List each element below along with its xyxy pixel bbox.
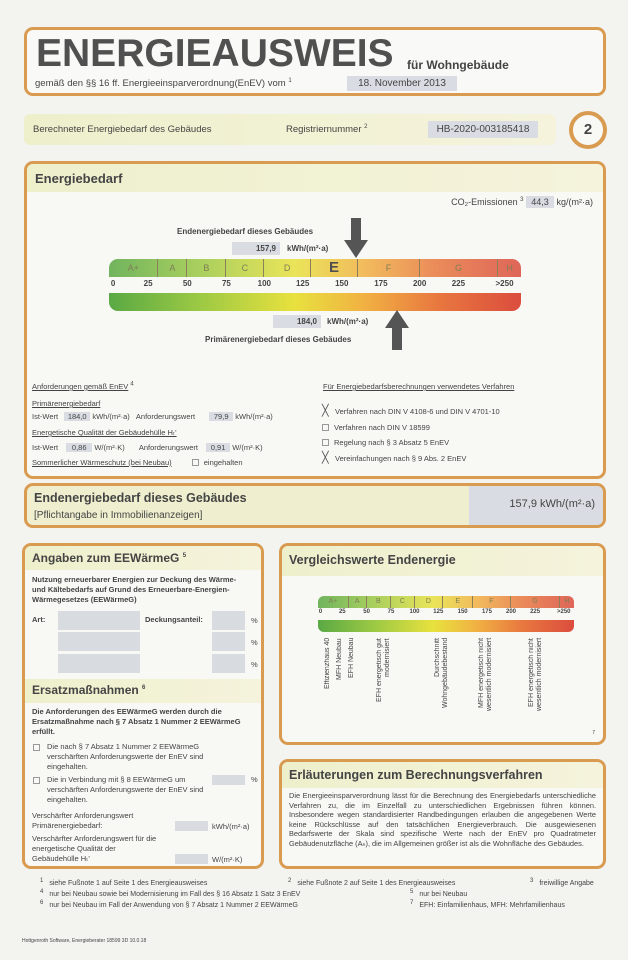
method-item xyxy=(322,423,430,433)
checked-box-icon[interactable]: ╳ xyxy=(322,405,329,417)
summer-row xyxy=(32,458,243,467)
energy-class-B: B xyxy=(187,259,226,277)
comparison-ticks xyxy=(318,609,574,619)
footnote xyxy=(40,890,300,899)
energy-class-F: F xyxy=(358,259,419,277)
scale-ticks xyxy=(109,279,521,291)
scale-tick: 200 xyxy=(412,279,427,288)
scale-tick: 125 xyxy=(433,609,444,615)
software-credit: Hottgenroth Software, Energieberater 18599 3D 10.0.18 xyxy=(22,938,147,944)
huelle-heading: Energetische Qualität der Gebäudehülle Hₜ' xyxy=(32,428,177,437)
req2-label: Verschärfter Anforderungswert für die energetische Qualität der Gebäudehülle Hₜ' xyxy=(32,834,157,863)
comparison-label: Effizienzhaus 40 xyxy=(324,638,331,690)
method-label: Verfahren nach DIN V 4108-6 und DIN V 4701-10 xyxy=(335,407,500,416)
scale-tick: 25 xyxy=(143,279,153,288)
unit: W/(m²·K) xyxy=(232,443,263,452)
scale-tick: 25 xyxy=(338,609,346,615)
energy-class-C: C xyxy=(391,596,415,608)
scale-tick: 100 xyxy=(409,609,420,615)
section-header xyxy=(27,164,603,192)
comparison-scale xyxy=(318,596,574,632)
primary-energy-arrow-icon xyxy=(385,310,409,350)
energy-class-E: E xyxy=(443,596,472,608)
co2-label: CO₂-Emissionen xyxy=(451,197,518,207)
footnote-number: 5 xyxy=(410,888,414,895)
footnote-number: 3 xyxy=(530,877,534,884)
scale-tick: >250 xyxy=(495,279,514,288)
summer-check-label: eingehalten xyxy=(203,458,243,467)
vergleich-header xyxy=(282,546,603,576)
comparison-label: Durchschnitt Wohngebäudebestand xyxy=(434,638,449,709)
co2-unit: kg/(m²·a) xyxy=(556,197,593,207)
end-box-title: Endenergiebedarf dieses Gebäudes xyxy=(34,491,247,505)
unchecked-box-icon[interactable] xyxy=(322,424,329,431)
unit: kWh/(m²·a) xyxy=(92,412,130,421)
energy-class-B: B xyxy=(367,596,391,608)
deckung-field-1[interactable] xyxy=(212,611,245,630)
footnote-number: 2 xyxy=(288,877,292,884)
footnote-text: siehe Fußnote 2 auf Seite 1 des Energieausweises xyxy=(297,880,456,887)
ist-label: Ist-Wert xyxy=(32,443,59,452)
scale-tick: 75 xyxy=(387,609,395,615)
unit: W/(m²·K) xyxy=(212,855,243,864)
energy-scale xyxy=(109,259,521,311)
comparison-label: EFH energetisch gut modernisiert xyxy=(376,638,391,702)
document-title: ENERGIEAUSWEIS xyxy=(36,32,394,75)
end-box-value: 157,9 kWh/(m²·a) xyxy=(469,486,603,525)
unchecked-box-icon[interactable] xyxy=(322,439,329,446)
scale-tick: 0 xyxy=(318,609,323,615)
energy-class-D: D xyxy=(415,596,444,608)
footnote-text: EFH: Einfamilienhaus, MFH: Mehrfamilienhaus xyxy=(419,902,565,909)
footnote-text: nur bei Neubau xyxy=(419,891,468,898)
scale-tick: 150 xyxy=(335,279,349,288)
method-label: Vereinfachungen nach § 9 Abs. 2 EnEV xyxy=(335,453,467,463)
ersatz-intro: Die Anforderungen des EEWärmeG werden durch die Ersatzmaßnahme nach § 7 Absatz 1 Nummer 2 EEWärmeG erfüllt. xyxy=(32,707,241,736)
footnote xyxy=(288,879,455,888)
ist-label: Ist-Wert xyxy=(32,412,59,421)
footnote-number: 6 xyxy=(40,899,44,906)
deckung-label: Deckungsanteil: xyxy=(145,615,203,624)
scale-tick: 50 xyxy=(182,279,192,288)
registration-number: HB-2020-003185418 xyxy=(428,121,538,138)
footnote xyxy=(40,901,298,910)
art-field-3[interactable] xyxy=(58,654,140,673)
ist-huelle-value: 0,86 xyxy=(66,443,92,452)
footnote-text: nur bei Neubau im Fall der Anwendung von § 7 Absatz 1 Nummer 2 EEWärmeG xyxy=(49,902,298,909)
footnote-ref: 6 xyxy=(142,685,146,691)
footnote-text: nur bei Neubau sowie bei Modernisierung im Fall des § 16 Absatz 1 Satz 3 EnEV xyxy=(49,891,301,898)
comparison-label: EFH Neubau xyxy=(348,638,355,679)
scale-tick: 175 xyxy=(481,609,492,615)
comparison-label: EFH energetisch nicht wesentlich modernisiert xyxy=(528,638,543,712)
scale-tick: 175 xyxy=(374,279,388,288)
art-label: Art: xyxy=(32,615,46,624)
eewaerme-box xyxy=(22,543,264,869)
scale-tick: 125 xyxy=(295,279,310,288)
deckung-field-3[interactable] xyxy=(212,654,245,673)
ersatz-option-2b: verschärften Anforderungswerte der EnEV sind eingehalten. xyxy=(47,785,204,804)
end-box-subtitle: [Pflichtangabe in Immobilienanzeigen] xyxy=(34,510,203,521)
requirements-title-text: Anforderungen gemäß EnEV xyxy=(32,382,129,391)
scale-tick: 50 xyxy=(363,609,370,615)
scale-tick: 225 xyxy=(451,279,466,288)
comparison-class-bar xyxy=(318,596,574,608)
scale-tick: 200 xyxy=(506,609,517,615)
ersatz-option-1: Die nach § 7 Absatz 1 Nummer 2 EEWärmeG verschärften Anforderungswerte der EnEV sind eingehalten. xyxy=(47,742,204,771)
primary-values-row xyxy=(32,412,273,421)
method-label: Regelung nach § 3 Absatz 5 EnEV xyxy=(334,438,450,447)
summer-label: Sommerlicher Wärmeschutz (bei Neubau) xyxy=(32,458,172,467)
footnote-number: 1 xyxy=(40,877,44,884)
class-bar xyxy=(109,259,521,277)
ersatz-option-2-checkbox[interactable] xyxy=(33,777,40,784)
eewaerme-intro: Nutzung erneuerbarer Energien zur Deckung des Wärme-und Kältebedarfs auf Grund des Erneuerbare-Energien-Wärmegesetzes (EEWärmeG) xyxy=(32,575,237,604)
method-label: Verfahren nach DIN V 18599 xyxy=(334,422,430,432)
info-label: Berechneter Energiebedarf des Gebäudes xyxy=(33,124,212,135)
page-number-badge: 2 xyxy=(569,111,607,149)
footnote-number: 7 xyxy=(410,899,414,906)
gradient-bar xyxy=(109,293,521,311)
huelle-values-row xyxy=(32,443,263,452)
footnote xyxy=(530,879,594,888)
unit: kWh/(m²·a) xyxy=(235,412,273,421)
energy-class-Aplus: A+ xyxy=(318,596,349,608)
eewaerme-title-text: Angaben zum EEWärmeG xyxy=(32,551,180,565)
eewaerme-title xyxy=(32,551,186,565)
footnote-ref: 7 xyxy=(592,730,595,736)
scale-tick: 100 xyxy=(257,279,271,288)
footnote xyxy=(410,901,565,910)
end-energy-unit: kWh/(m²·a) xyxy=(287,244,329,253)
art-field-1[interactable] xyxy=(58,611,140,630)
footnote-ref: 1 xyxy=(288,77,292,84)
ersatz-option-2a: Die in Verbindung mit § 8 EEWärmeG um xyxy=(47,775,186,784)
primary-energy-label: Primärenergiebedarf dieses Gebäudes xyxy=(205,335,352,344)
footnote xyxy=(40,879,207,888)
erlaeuterung-title: Erläuterungen zum Berechnungsverfahren xyxy=(289,768,543,782)
energy-class-F: F xyxy=(473,596,511,608)
scale-tick: 150 xyxy=(457,609,468,615)
footnote-ref: 3 xyxy=(520,197,524,203)
primary-heading: Primärenergiebedarf xyxy=(32,399,101,408)
energy-class-E: E xyxy=(311,259,358,277)
checked-box-icon[interactable]: ╳ xyxy=(322,451,329,464)
energy-class-Aplus: A+ xyxy=(109,259,158,277)
percent: % xyxy=(251,775,258,784)
footnote-ref: 5 xyxy=(182,553,187,559)
footnote-text: freiwillige Angabe xyxy=(539,880,594,887)
unit: kWh/(m²·a) xyxy=(212,822,250,831)
anf-primary-value: 79,9 xyxy=(209,412,233,421)
legal-text: gemäß den §§ 16 ff. Energieeinsparverordnung(EnEV) vom xyxy=(35,78,286,89)
end-energy-value: 157,9 xyxy=(232,242,280,255)
info-bar xyxy=(24,114,556,145)
section-title: Energiebedarf xyxy=(35,171,123,186)
erlaeuterung-box xyxy=(279,759,606,869)
energy-class-A: A xyxy=(158,259,187,277)
req1-label: Verschärfter Anforderungswert Primärenergiebedarf: xyxy=(32,811,134,830)
scale-tick: >250 xyxy=(556,609,571,615)
vergleich-title: Vergleichswerte Endenergie xyxy=(289,553,456,567)
eewaerme-header xyxy=(25,546,261,570)
end-energy-box xyxy=(24,483,606,528)
ist-primary-value: 184,0 xyxy=(64,412,90,421)
anf-huelle-value: 0,91 xyxy=(206,443,230,452)
energy-class-C: C xyxy=(226,259,264,277)
footnote-ref: 4 xyxy=(130,381,134,388)
footnote-text: siehe Fußnote 1 auf Seite 1 des Energieausweises xyxy=(49,880,208,887)
end-energy-label: Endenergiebedarf dieses Gebäudes xyxy=(177,227,314,236)
requirements-title xyxy=(32,382,134,391)
header-box xyxy=(24,27,606,96)
art-field-2[interactable] xyxy=(58,632,140,651)
co2-emissions xyxy=(451,196,593,208)
end-energy-arrow-icon xyxy=(344,218,368,258)
deckung-field-2[interactable] xyxy=(212,632,245,651)
primary-energy-value: 184,0 xyxy=(273,315,321,328)
primary-energy-unit: kWh/(m²·a) xyxy=(327,317,369,326)
energy-class-H: H xyxy=(564,598,570,605)
unit: W/(m²·K) xyxy=(94,443,125,452)
req2-field[interactable] xyxy=(175,854,208,864)
energy-class-G: G xyxy=(511,596,560,608)
energy-class-A: A xyxy=(349,596,367,608)
energy-class-D: D xyxy=(264,259,311,277)
footnote-number: 4 xyxy=(40,888,44,895)
reg-label-text: Registriernummer xyxy=(286,124,362,135)
ersatz-percent-field[interactable] xyxy=(212,775,245,785)
method-item xyxy=(322,438,449,448)
erlaeuterung-header xyxy=(282,762,603,788)
energiebedarf-section xyxy=(24,161,606,479)
summer-checkbox[interactable] xyxy=(192,459,199,466)
ersatz-title xyxy=(32,683,145,697)
ersatz-title-text: Ersatzmaßnahmen xyxy=(32,683,139,697)
method-item xyxy=(322,407,500,417)
vergleich-box xyxy=(279,543,606,745)
scale-tick: 75 xyxy=(221,279,231,288)
method-item xyxy=(322,451,467,464)
anf-label: Anforderungswert xyxy=(138,443,199,452)
comparison-label: MFH Neubau xyxy=(336,638,343,680)
scale-tick: 0 xyxy=(110,279,116,288)
enev-date: 18. November 2013 xyxy=(347,76,457,91)
ersatz-header xyxy=(25,679,261,703)
percent: % xyxy=(251,638,258,647)
comparison-label: MFH energetisch nicht wesentlich modernisiert xyxy=(478,638,493,712)
registration-label xyxy=(286,124,367,135)
req1-field[interactable] xyxy=(175,821,208,831)
comparison-gradient-bar xyxy=(318,620,574,632)
document-subtitle: für Wohngebäude xyxy=(407,58,509,72)
ersatz-option-1-checkbox[interactable] xyxy=(33,744,40,751)
footnote xyxy=(410,890,467,899)
legal-basis xyxy=(35,78,292,89)
erlaeuterung-text: Die Energieeinsparverordnung lässt für die Berechnung des Energiebedarfs unterschiedliche Verfahren zu, die im Einzelfall zu unterschiedlichen Ergebnissen führen können. Insbesondere wegen standardisierter Randbedingungen erlauben die angegebenen Werte keine Rückschlüsse auf den tatsächlichen Energieverbrauch. Die ausgewiesenen Bedarfswerte der Skala sind spezifische Werte nach der EnEV pro Quadratmeter Gebäudenutzfläche (Aₙ), die im Allgemeinen größer ist als die Wohnfläche des Gebäudes. xyxy=(289,791,596,848)
energy-class-H: H xyxy=(506,263,513,273)
energy-class-G: G xyxy=(420,259,499,277)
percent: % xyxy=(251,660,258,669)
method-title: Für Energiebedarfsberechnungen verwendetes Verfahren xyxy=(323,382,515,391)
scale-tick: 225 xyxy=(530,609,541,615)
anf-label: Anforderungswert xyxy=(135,412,196,421)
footnote-ref: 2 xyxy=(364,123,368,130)
percent: % xyxy=(251,616,258,625)
co2-value: 44,3 xyxy=(526,196,554,208)
